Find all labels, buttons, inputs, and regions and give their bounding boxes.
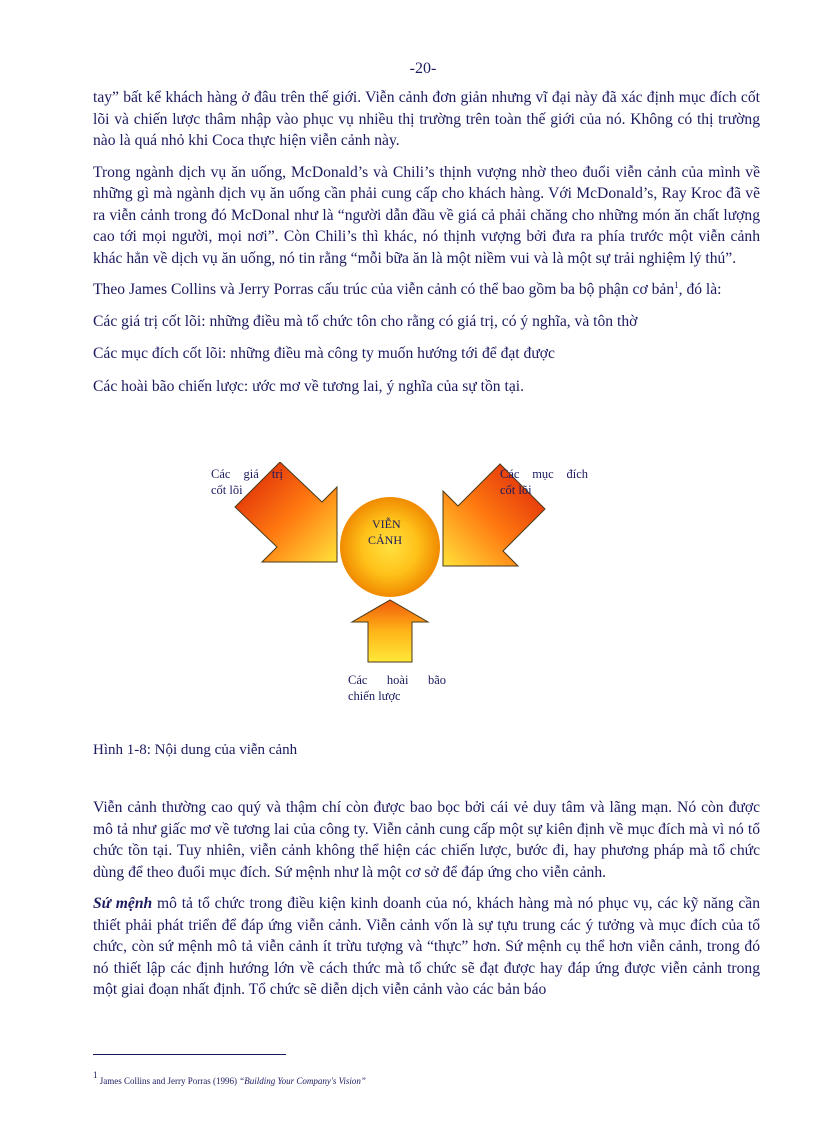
page-number: -20- — [409, 60, 437, 77]
paragraph-coca-vision: tay” bất kể khách hàng ở đâu trên thế giới. Viễn cảnh đơn giản nhưng vĩ đại này đã xác định mục đích cốt lõi và chiến lược thâm nhập vào phục vụ nhiều thị trường trên toàn thế giới của nó. Không có thị trường nào là quá nhỏ khi Coca thực hiện viễn cảnh này. — [93, 89, 760, 149]
figure-caption: Hình 1-8: Nội dung của viễn cảnh — [93, 742, 298, 758]
label-strategic-aspirations — [348, 672, 446, 704]
collins-porras-text: Theo James Collins và Jerry Porras cấu trúc của viễn cảnh có thể bao gồm ba bộ phận cơ bản — [93, 281, 675, 298]
label-core-values-line1: Các giá trị — [211, 467, 283, 481]
body-text-top — [93, 87, 760, 408]
label-core-purpose-line1: Các mục đích — [500, 467, 588, 481]
paragraph-collins-porras — [93, 279, 760, 301]
footnote-reference: 1 — [674, 280, 679, 290]
paragraph-mcdonalds-chilis: Trong ngành dịch vụ ăn uống, McDonald’s và Chili’s thịnh vượng nhờ theo đuổi viễn cảnh của mình về những gì mà ngành dịch vụ ăn uống cần phải cung cấp cho khách hàng. Với McDonald’s, Ray Kroc đã vẽ ra viễn cảnh trong đó McDonal như là “người dẫn đầu về giá cả phải chăng cho những món ăn chất lượng cao tới mọi người, mọi nơi”. Còn Chili’s thì khác, nó thịnh vượng bởi đưa ra phía trước một viễn cảnh khác hẳn về dịch vụ ăn uống, nó tin rằng “mỗi bữa ăn là một niềm vui và là một sự trải nghiệm lý thú”. — [93, 163, 760, 267]
footnote-divider — [93, 1054, 286, 1055]
paragraph-vision-nature: Viễn cảnh thường cao quý và thậm chí còn được bao bọc bởi cái vẻ duy tâm và lãng mạn. Nó còn được mô tả như giấc mơ về tương lai của công ty. Viễn cảnh cung cấp một sự kiên định về mục đích mà vì nó tổ chức tồn tại. Tuy nhiên, viễn cảnh không thể hiện các chiến lược, bước đi, hay phương pháp mà tổ chức dùng để theo đuổi mục đích. Sứ mệnh như là một cơ sở để đáp ứng cho viễn cảnh. — [93, 799, 760, 881]
vision-diagram — [200, 462, 600, 712]
label-core-purpose — [500, 466, 588, 498]
sun-label — [362, 516, 418, 548]
paragraph-core-purpose: Các mục đích cốt lõi: những điều mà công ty muốn hướng tới để đạt được — [93, 345, 555, 362]
collins-porras-text-end: , đó là: — [678, 281, 722, 298]
paragraph-mission — [93, 893, 760, 1001]
mission-term: Sứ mệnh — [93, 895, 153, 912]
paragraph-strategic-aspirations: Các hoài bão chiến lược: ước mơ về tương lai, ý nghĩa của sự tồn tại. — [93, 377, 524, 395]
arrow-strategic-aspirations — [352, 600, 428, 662]
label-strategic-aspirations-line2: chiến lược — [348, 689, 401, 703]
footnote-title: “Building Your Company's Vision” — [239, 1076, 366, 1086]
label-strategic-aspirations-line1: Các hoài bão — [348, 673, 446, 687]
sun-label-line1: VIỄN — [372, 517, 401, 531]
footnote — [93, 1070, 366, 1086]
mission-text: mô tả tổ chức trong điều kiện kinh doanh của nó, khách hàng mà nó phục vụ, các kỹ năng cần thiết phải phát triển để đáp ứng viễn cảnh. Viễn cảnh vốn là sự tựu trung các ý tưởng và mục đích của tổ chức, còn sứ mệnh mô tả viễn cảnh ít trừu tượng và “thực” hơn. Sứ mệnh cụ thể hơn viễn cảnh, trong đó nó thiết lập các định hướng lớn về cách thức mà tổ chức sẽ đạt được hay đáp ứng được viễn cảnh trong một giai đoạn nhất định. Tổ chức sẽ diễn dịch viễn cảnh vào các bản báo — [93, 895, 760, 998]
body-text-bottom — [93, 797, 760, 1011]
footnote-mark: 1 — [93, 1070, 98, 1080]
footnote-text: James Collins and Jerry Porras (1996) — [97, 1076, 240, 1086]
label-core-values-line2: cốt lõi — [211, 483, 243, 497]
label-core-values — [211, 466, 283, 498]
sun-label-line2: CẢNH — [368, 533, 403, 547]
paragraph-core-values: Các giá trị cốt lõi: những điều mà tổ chức tôn cho rằng có giá trị, có ý nghĩa, và tôn thờ — [93, 312, 638, 330]
label-core-purpose-line2: cốt lõi — [500, 483, 532, 497]
